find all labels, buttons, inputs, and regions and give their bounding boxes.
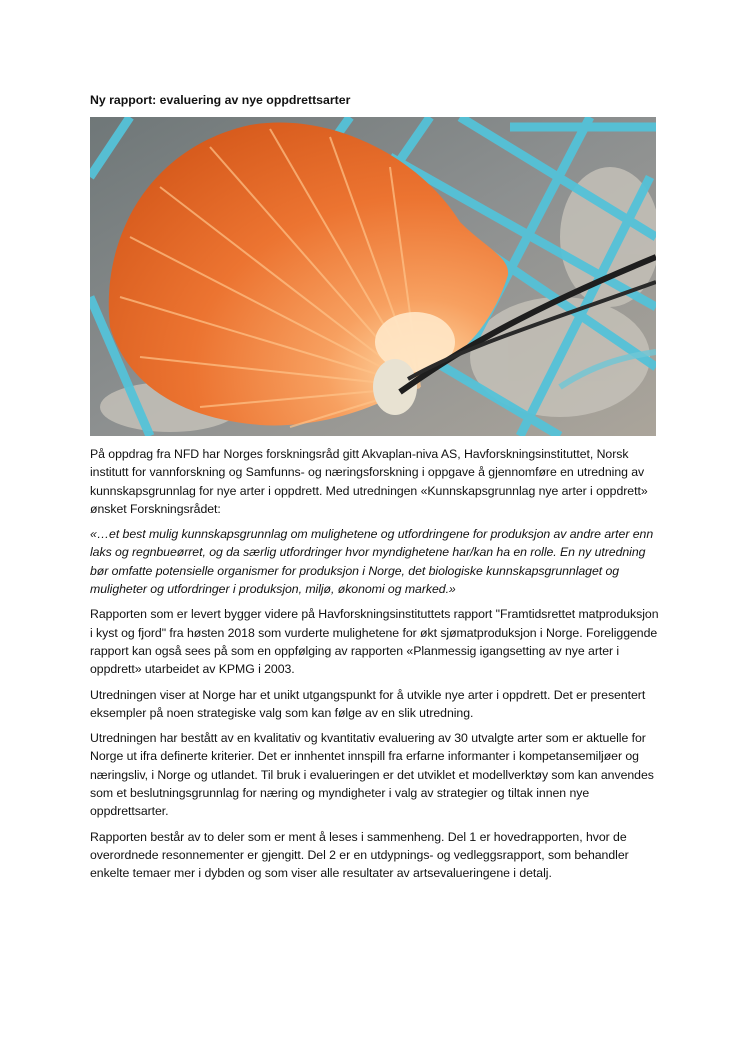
article-paragraph: På oppdrag fra NFD har Norges forskningsråd gitt Akvaplan-niva AS, Havforskningsinstituttet, Norsk institutt for vannforskning og Samfunns- og næringsforskning i oppgave å gjennomføre en utredning av kunnskapsgrunnlag for nye arter i oppdrett. Med utredningen «Kunnskapsgrunnlag nye arter i oppdrett» ønsket Forskningsrådet: xyxy=(90,447,648,516)
article-paragraph: Rapporten består av to deler som er ment å leses i sammenheng. Del 1 er hovedrapporten, hvor de overordnede resonnementer er gjengitt. Del 2 er en utdypnings- og vedleggsrapport, som behandler enkelte temaer mer i dybden og som viser alle resultater av artsevalueringene i detalj. xyxy=(90,829,629,881)
article-quote: «…et best mulig kunnskapsgrunnlag om mulighetene og utfordringene for produksjon av andre arter enn laks og regnbueørret, og da særlig utfordringer hvor myndighetene har/kan ha en rolle. En ny utredning bør omfatte potensielle organismer for produksjon i Norge, det biologiske kunnskapsgrunnlaget og muligheter og utfordringer i produksjon, miljø, økonomi og marked.» xyxy=(90,527,654,597)
scallop-photo-icon xyxy=(90,117,656,436)
article-paragraph: Rapporten som er levert bygger videre på Havforskningsinstituttets rapport "Framtidsrettet matproduksjon i kyst og fjord" fra høsten 2018 som vurderte mulighetene for økt sjømatproduksjon i Norge. Foreliggende rapport kan også sees på som en oppfølging av rapporten «Planmessig igangsetting av nye arter i oppdrett» utarbeidet av KPMG i 2003. xyxy=(90,607,659,677)
article-paragraph: Utredningen har bestått av en kvalitativ og kvantitativ evaluering av 30 utvalgte arter som er aktuelle for Norge ut ifra definerte kriterier. Det er innhentet innspill fra erfarne informanter i kompetansemiljøer og næringsliv, i Norge og utlandet. Til bruk i evalueringen er det utviklet et modellverktøy som kan anvendes som et beslutningsgrunnlag for næring og myndigheter i valg av strategier og tiltak innen nye oppdrettsarter. xyxy=(90,731,654,819)
document-page xyxy=(90,92,660,890)
article-paragraph: Utredningen viser at Norge har et unikt utgangspunkt for å utvikle nye arter i oppdrett. Det er presentert eksempler på noen strategiske valg som kan følge av en slik utredning. xyxy=(90,687,646,720)
article-title: Ny rapport: evaluering av nye oppdrettsarter xyxy=(90,93,351,107)
